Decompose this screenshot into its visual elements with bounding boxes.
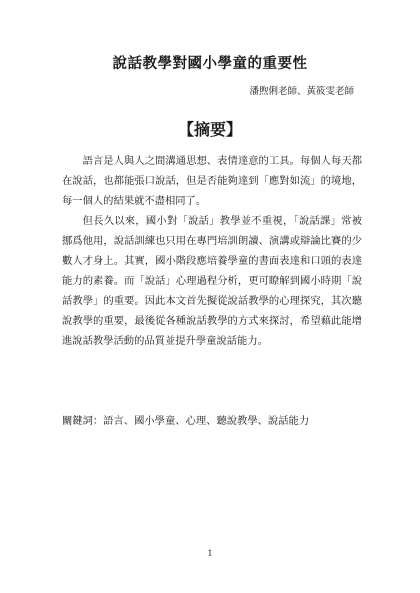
abstract-heading: 【摘要】 [177, 120, 242, 139]
abstract-paragraph: 語言是人與人之間溝通思想、表情達意的工具。每個人每天都在說話，也都能張口說話，但是否能夠達到「應對如流」的境地，每一個人的結果就不盡相同了。 [62, 155, 362, 207]
abstract-body [62, 151, 362, 351]
paper-title: 說話教學對國小學童的重要性 [112, 56, 308, 72]
keywords-line: 關鍵詞：語言、國小學童、心理、聽說教學、說話能力 [62, 415, 310, 427]
abstract-paragraph: 但長久以來，國小對「說話」教學並不重視，「說話課」常被挪爲他用，說話訓練也只用在專門培訓朗讀、演講或辯論比賽的少數人才身上。其實，國小階段應培養學童的書面表達和口頭的表達能力的素養。而「說話」心理過程分析，更可瞭解到國小時期「說話教學」的重要。因此本文首先擬從說話教學的心理探究，其次聽說教學的重要，最後從各種說話教學的方式來探討，希望藉此能增進說話教學活動的品質並提升學童說話能力。 [62, 215, 362, 347]
page-number: 1 [207, 549, 213, 558]
authors-line: 潘煦俐老師、黃筱雯老師 [249, 86, 354, 97]
